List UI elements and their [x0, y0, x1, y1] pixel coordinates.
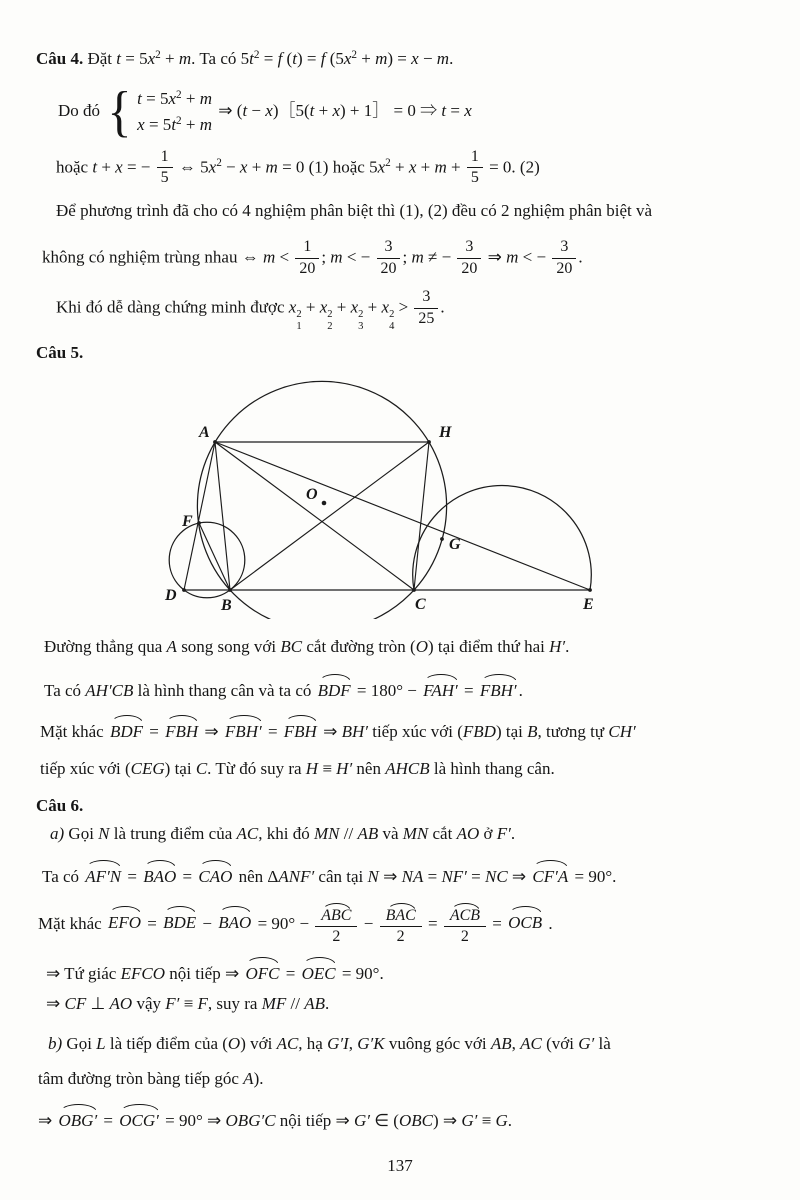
label-H: H — [439, 424, 452, 442]
paragraph-cau6a-line5: ⇒ CF ⊥ AO vậy F′ ≡ F, suy ra MF // AB. — [46, 993, 330, 1013]
point-E — [588, 588, 592, 592]
point-A — [213, 440, 217, 444]
paragraph-cau6b-line1: b) Gọi L là tiếp điểm của (O) với AC, hạ G′I, G′K vuông góc với AB, AC (với G′ là — [48, 1034, 611, 1054]
paragraph-cau5-line2: Ta có AH′CB là hình thang cân và ta có BDF = 180° − FAH′ = FBH′ . — [36, 673, 774, 704]
label-G: G — [449, 536, 461, 554]
segment-AE — [215, 442, 590, 590]
label-C: C — [415, 596, 426, 614]
label-B: B — [221, 597, 232, 615]
point-C — [412, 588, 416, 592]
paragraph-cau4-condition1: Để phương trình đã cho có 4 nghiệm phân biệt thì (1), (2) đều có 2 nghiệm phân biệt và — [56, 201, 653, 221]
paragraph-cau4-roots: hoặc t + x = − $\frac{1}{5}$ ⇔ $5x^2 - x + m = 0$ (1) hoặc $5x^2 + x + m$ + $\frac{1}{5}$ = 0. (2) — [56, 147, 540, 187]
segment-HC — [414, 442, 429, 590]
paragraph-cau5-line3: Mặt khác BDF = FBH ⇒ FBH′ = FBH ⇒ BH′ tiếp xúc với (FBD) tại B, tương tự CH′ — [36, 714, 774, 745]
paragraph-cau4-condition2: không có nghiệm trùng nhau ⇔ m < $\frac{1}{20}$ ; m < − $\frac{3}{20}$ ; m ≠ − $\frac{3}{20}$ ⇒ m < − $\frac{3}{20}$ . — [42, 237, 583, 277]
circle-FBD — [169, 522, 245, 598]
point-F — [197, 521, 201, 525]
point-G — [440, 537, 444, 541]
point-B — [228, 588, 232, 592]
heading-cau6: Câu 6. — [36, 796, 84, 816]
label-E: E — [583, 596, 594, 614]
segment-HB — [230, 442, 429, 590]
paragraph-cau4-line1: Câu 4. Đặt $t = 5x^2 + m$. Ta có $5t^2 = f$ (t) = f $(5x^2 + m) = x - m$. — [36, 48, 454, 68]
geometry-figure — [150, 367, 774, 624]
geometry-diagram-svg — [150, 367, 612, 619]
paragraph-cau6b-line2: tâm đường tròn bàng tiếp góc A). — [38, 1068, 264, 1088]
label-F: F — [182, 513, 193, 531]
point-O — [322, 501, 327, 506]
paragraph-cau6a-line4: ⇒ Tứ giác EFCO nội tiếp ⇒ OFC = OEC = 90°. — [36, 956, 774, 987]
circumcircle-O — [197, 381, 446, 619]
label-A: A — [199, 424, 210, 442]
paragraph-cau6a-line3: Mặt khác EFO = BDE − BAO = 90° − $\frac{\text{ABC}}{2}$ − $\frac{\text{BAC}}{2}$ = $\frac{\text{ACB}}{2}$ = OCB . — [36, 902, 774, 948]
segment-AC — [215, 442, 414, 590]
label-D: D — [165, 587, 177, 605]
paragraph-cau6a-line1: a) Gọi N là trung điểm của AC, khi đó MN // AB và MN cắt AO ở F′. — [50, 823, 516, 843]
paragraph-cau4-system: Do đó { $t = 5x^2 + m$ $x = 5t^2 + m$ ⇒ (t − x)［5(t + x) + 1］ = 0 ⇒ t = x — [58, 80, 472, 143]
paragraph-cau5-line1: Đường thẳng qua A song song với BC cắt đường tròn (O) tại điểm thứ hai H′. — [44, 637, 570, 657]
heading-cau5: Câu 5. — [36, 342, 84, 362]
arc-CEG — [413, 486, 592, 590]
point-D — [182, 588, 186, 592]
segment-FB — [199, 523, 230, 590]
paragraph-cau4-conclusion: Khi đó dễ dàng chứng minh được x 2 1 + x 2 2 + x 2 3 + x 2 4 > $\frac{3}{25}$ . — [56, 288, 445, 332]
label-O: O — [306, 486, 318, 504]
page-number: 137 — [387, 1156, 413, 1175]
segment-AB — [215, 442, 230, 590]
point-H — [427, 440, 431, 444]
paragraph-cau6a-line2: Ta có AF′N = BAO = CAO nên ΔANF′ cân tại N ⇒ NA = NF′ = NC ⇒ CF′A = 90°. — [36, 859, 774, 890]
paragraph-cau6b-line3: ⇒ OBG′ = OCG′ = 90° ⇒ OBG′C nội tiếp ⇒ G′ ∈ (OBC) ⇒ G′ ≡ G. — [36, 1103, 774, 1134]
paragraph-cau5-line4: tiếp xúc với (CEG) tại C. Từ đó suy ra H ≡ H′ nên AHCB là hình thang cân. — [40, 758, 555, 778]
